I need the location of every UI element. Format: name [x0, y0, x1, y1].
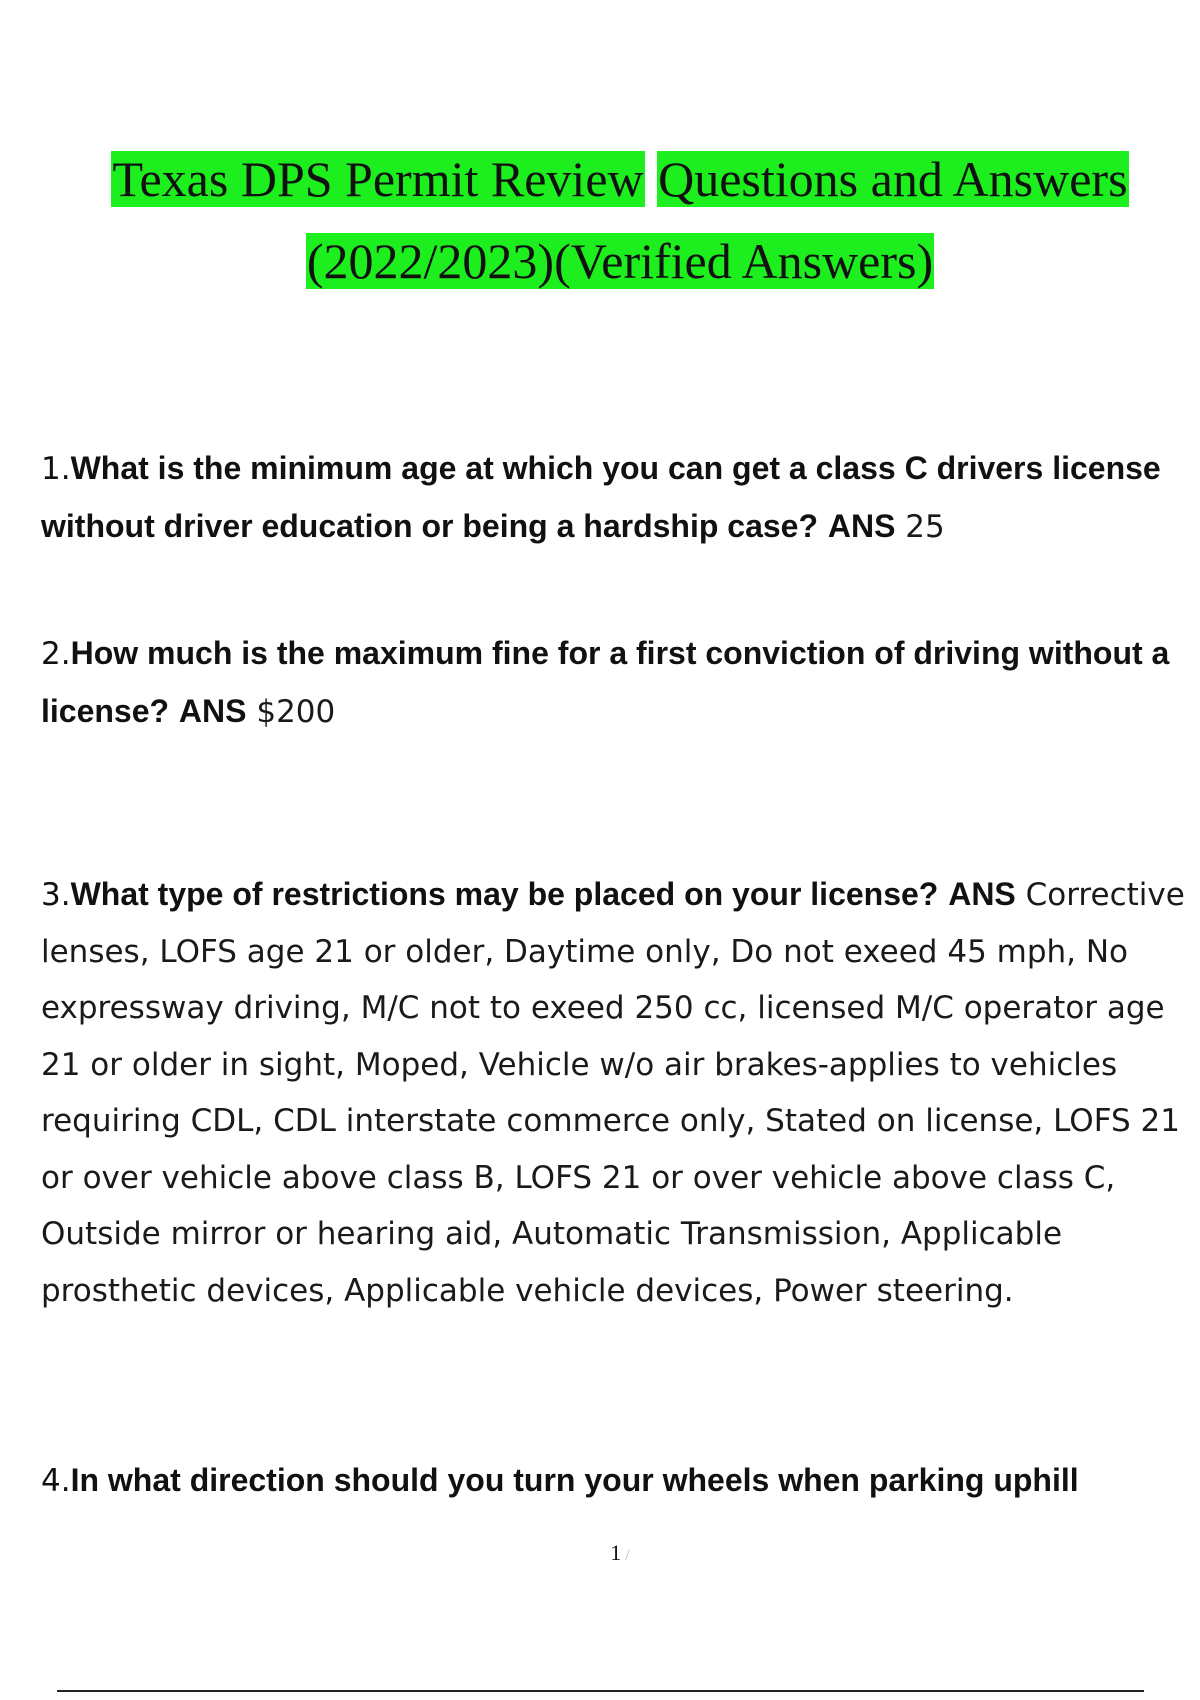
question-number: 4. — [41, 1463, 71, 1499]
question-number: 3. — [41, 877, 71, 913]
question-4 — [41, 1452, 1191, 1510]
question-text: What type of restrictions may be placed on your license? — [70, 876, 939, 912]
question-number: 2. — [41, 636, 71, 672]
title-highlight-1a: Texas DPS Permit Review — [112, 151, 644, 207]
answer-label: ANS — [827, 507, 896, 544]
title-highlight-1b: Questions and Answers — [658, 151, 1128, 207]
answer-text: 25 — [905, 508, 945, 545]
question-number: 1. — [41, 451, 71, 487]
title-line-2 — [0, 220, 1200, 302]
question-text: In what direction should you turn your wheels when parking uphill — [70, 1462, 1079, 1498]
question-2 — [41, 625, 1191, 740]
title-highlight-2: (2022/2023)(Verified Answers) — [306, 233, 934, 289]
document-title — [0, 138, 1200, 302]
page-separator: / — [625, 1547, 630, 1564]
question-1 — [41, 440, 1191, 555]
page-number-value: 1 — [610, 1540, 622, 1565]
footer-divider — [57, 1690, 1144, 1692]
answer-label: ANS — [948, 876, 1016, 912]
question-text: What is the minimum age at which you can get a class C drivers license without driver education or being a hardship case? — [41, 450, 1161, 544]
page-number — [0, 1540, 1200, 1566]
title-line-1 — [0, 138, 1200, 220]
answer-label: ANS — [178, 692, 247, 729]
question-3 — [41, 866, 1191, 1319]
question-text: How much is the maximum fine for a first conviction of driving without a license? — [41, 635, 1170, 729]
answer-text: Corrective lenses, LOFS age 21 or older, Daytime only, Do not exeed 45 mph, No expressway driving, M/C not to exeed 250 cc, licensed M/C operator age 21 or older in sight, Moped, Vehicle w/o air brakes-applies to vehicles requiring CDL, CDL interstate commerce only, Stated on license, LOFS 21 or over vehicle above class B, LOFS 21 or over vehicle above class C, Outside mirror or hearing aid, Automatic Transmission, Applicable prosthetic devices, Applicable vehicle devices, Power steering. — [41, 877, 1185, 1309]
answer-text: $200 — [256, 693, 336, 730]
